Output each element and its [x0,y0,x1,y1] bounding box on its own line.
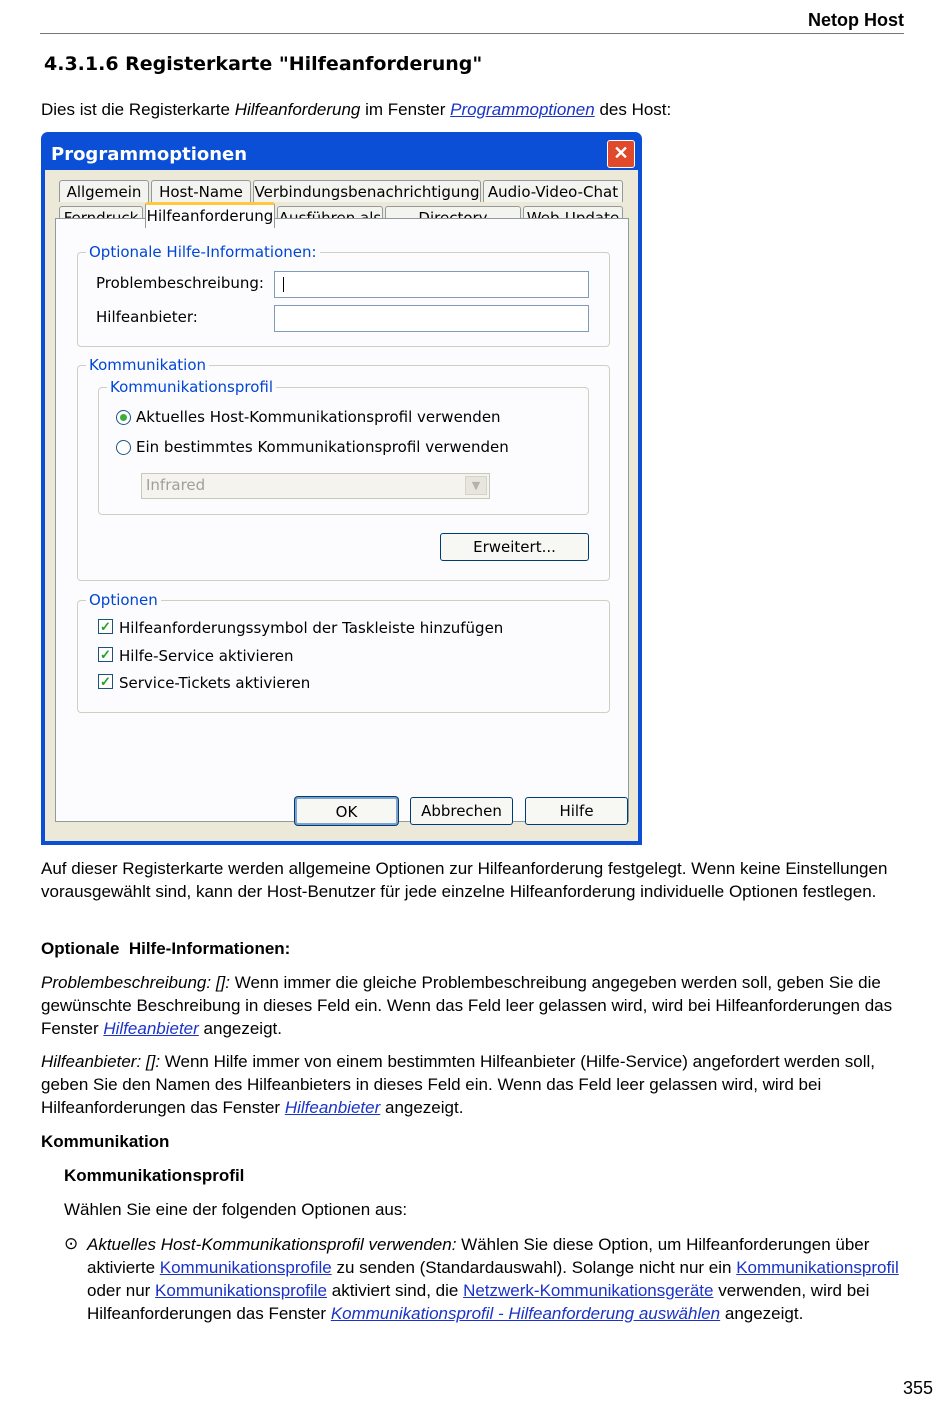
checkbox-help-service[interactable]: ✓ [98,647,113,662]
tab-host-name[interactable]: Host-Name [151,180,251,202]
problem-term: Problembeschreibung: []: [41,973,230,992]
tab-audio-video-chat[interactable]: Audio-Video-Chat [483,180,623,202]
radio-current-profile[interactable] [116,410,131,425]
paragraph-1: Auf dieser Registerkarte werden allgemeine Optionen zur Hilfeanforderung festgelegt. Wenn keine Einstellungen vorausgewählt sind, kann der Host-Benutzer für jede einzelne Hilfeanforderung individuelle Optionen festlegen. [41,859,888,901]
bullet-current-profile [87,1233,902,1325]
bullet-text: verwenden, wird bei Hilfeanforderungen das Fenster [87,1281,870,1323]
intro-paragraph [41,98,901,121]
optional-info-group-label: Optionale Hilfe-Informationen: [86,243,320,261]
checkbox-service-tickets-label: Service-Tickets aktivieren [119,674,311,692]
section-title: 4.3.1.6 Registerkarte "Hilfeanforderung" [44,53,483,75]
problem-label: Problembeschreibung: [96,274,264,292]
paragraph-problem [41,971,901,1040]
kommunikationsprofile-link[interactable]: Kommunikationsprofile [155,1281,328,1300]
checkbox-help-service-label: Hilfe-Service aktivieren [119,647,294,665]
chevron-down-icon[interactable]: ▼ [465,476,487,495]
problem-input[interactable] [274,271,589,298]
kommunikationsprofile-link[interactable]: Kommunikationsprofile [159,1258,332,1277]
helper-text-end: angezeigt. [380,1098,464,1117]
heading-optional-info: Optionale Hilfe-Informationen: [41,939,291,958]
help-button[interactable]: Hilfe [525,797,628,825]
bullet-text: Wählen Sie diese Option, um Hilfeanforderungen über aktivierte [87,1235,870,1277]
page-number: 355 [902,1378,933,1398]
radio-specific-profile-label: Ein bestimmtes Kommunikationsprofil verwenden [136,438,509,456]
intro-italic: Hilfeanforderung [234,100,361,119]
profil-auswaehlen-link[interactable]: Kommunikationsprofil - Hilfeanforderung auswählen [330,1304,721,1323]
hilfeanbieter-link[interactable]: Hilfeanbieter [284,1098,381,1117]
cancel-button[interactable]: Abbrechen [410,797,513,825]
tab-allgemein[interactable]: Allgemein [59,180,149,202]
problem-text-end: angezeigt. [198,1019,282,1038]
heading-communication: Kommunikation [41,1132,170,1151]
tab-hilfeanforderung[interactable]: Hilfeanforderung [145,202,275,228]
problem-text: Wenn immer die gleiche Problembeschreibung angegeben werden soll, geben Sie die gewünschte Beschreibung in dieses Feld ein. Wenn das Feld leer gelassen wird, wird bei Hilfeanforderungen das Fenster [41,973,893,1038]
intro-text: des Host: [594,100,672,119]
intro-text: Dies ist die Registerkarte [41,100,235,119]
heading-profile: Kommunikationsprofil [64,1166,245,1185]
options-group-label: Optionen [86,591,161,609]
bullet-text: aktiviert sind, die [327,1281,464,1300]
helper-label: Hilfeanbieter: [96,308,198,326]
communication-group-label: Kommunikation [86,356,209,374]
radio-current-profile-label: Aktuelles Host-Kommunikationsprofil verwenden [136,408,501,426]
tab-verbindungsbenachrichtigung[interactable]: Verbindungsbenachrichtigung [253,180,481,202]
intro-text: im Fenster [360,100,451,119]
advanced-button[interactable]: Erweitert... [440,533,589,561]
close-icon[interactable]: ✕ [607,140,635,168]
running-header: Netop Host [40,10,904,34]
bullet-text: angezeigt. [720,1304,804,1323]
dialog-body [45,170,638,841]
ok-button[interactable]: OK [295,797,398,825]
bullet-text: zu senden (Standardauswahl). Solange nicht nur ein [331,1258,737,1277]
optional-info-group [77,243,610,347]
hilfeanbieter-link[interactable]: Hilfeanbieter [103,1019,199,1038]
text-cursor [283,277,284,292]
checkbox-service-tickets[interactable]: ✓ [98,674,113,689]
checkbox-tray-icon[interactable]: ✓ [98,619,113,634]
helper-text: Wenn Hilfe immer von einem bestimmten Hilfeanbieter (Hilfe-Service) angefordert werden soll, geben Sie den Namen des Hilfeanbieters in dieses Feld ein. Wenn das Feld leer gelassen wird, wird bei Hilfeanforderungen das Fenster [41,1052,875,1117]
radio-specific-profile[interactable] [116,440,131,455]
paragraph-choose: Wählen Sie eine der folgenden Optionen aus: [64,1200,408,1219]
bullet-text: oder nur [87,1281,156,1300]
profile-group-label: Kommunikationsprofil [107,378,276,396]
tab-panel [55,218,629,822]
bullet-term: Aktuelles Host-Kommunikationsprofil verwenden: [87,1235,457,1254]
programmoptionen-dialog [41,132,642,845]
profile-select[interactable] [141,473,490,499]
bullet-icon: ⊙ [64,1234,79,1253]
paragraph-helper [41,1050,901,1119]
dialog-title: Programmoptionen [51,144,248,165]
profile-select-value: Infrared [146,476,206,494]
kommunikationsprofil-link[interactable]: Kommunikationsprofil [736,1258,899,1277]
programmoptionen-link[interactable]: Programmoptionen [450,100,595,119]
helper-term: Hilfeanbieter: []: [41,1052,161,1071]
netzwerk-kommunikationsgeraete-link[interactable]: Netzwerk-Kommunikationsgeräte [463,1281,714,1300]
helper-input[interactable] [274,305,589,332]
checkbox-tray-icon-label: Hilfeanforderungssymbol der Taskleiste hinzufügen [119,619,504,637]
